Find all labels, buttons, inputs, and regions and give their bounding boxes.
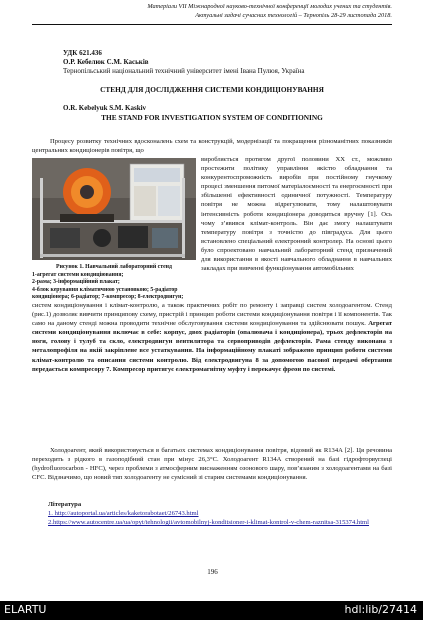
title-ua: СТЕНД ДЛЯ ДОСЛІДЖЕННЯ СИСТЕМИ КОНДИЦІОНУВАННЯ (100, 85, 324, 94)
handle-label: hdl:lib/27414 (344, 603, 417, 616)
caption-title: Рисунок 1. Навчальний лабораторний стенд (56, 264, 172, 270)
affiliation: Тернопільський національний технічний університет імені Івана Пулюя, Україна (63, 67, 305, 75)
reference-item-1[interactable] (48, 509, 392, 518)
references (48, 500, 392, 527)
udk-code: УДК 621.436 (63, 49, 102, 57)
caption-item: 1-агрегат системи кондиціювання; (32, 271, 124, 278)
archive-footer-bar (0, 601, 423, 620)
title-en: THE STAND FOR INVESTIGATION SYSTEM OF CONDITIONING (101, 113, 323, 122)
authors-ua: О.Р. Кебелюк С.М. Каськів (63, 58, 149, 66)
right-column-text: виробляється протягом другої половини XX ст., можливо простежити політику управління якістю обладнання та конкурентоспроможність виробів при постійному гнучкому процесі зменшення питомої матеріалоємності та енергоємності при збільшенні ефективності одиничної потужності. Температуру повітря не можна відрегулювати, тому налаштовувати інтенсивність роботи кондиціонера доводиться вручну [1]. Ось чому з’явився клімат-контроль. Він дає змогу налаштувати температуру повітря з точністю до півградуса. Для цього встановлено спеціальний електронний контролер. На основі цього було спроектовано навчальний лабораторний стенд призначений для використання в якості навчального обладнання в навчальних закладах при вивченні функціонування автомобільних (201, 156, 392, 273)
references-heading: Література (48, 501, 82, 508)
paper-page (30, 0, 395, 601)
reference-link[interactable]: 1. http://autoportal.ua/articles/kaketorabotaet/26743.html (48, 510, 199, 518)
stand-photo-image (32, 158, 196, 260)
bold-description: Агрегат системи кондиціонування включає в себе: корпус, двох радіаторів (опалювача і кондиціонера), трьох дефлекторів на ноги, голову і тулуб та скло, електродвигун вентилятора та сервоприводів дефлекторів. Рама стенду виконана з металопрофіля на якій закріплене все устаткування. На інформаційному плакаті зображено принцип роботи системи клімат-контролю та описання системи контролю. Від електродвигуна 8 за допомогою пасової передачі обертання передається компресору 7. Компресор притягує електромагнітну муфту і перекачує фреон по системі. (32, 320, 392, 373)
repository-label: ELARTU (4, 603, 47, 616)
conference-header (32, 2, 392, 20)
figure-caption (32, 264, 196, 302)
reference-link[interactable]: 2.https://www.autocentre.ua/ua/opyt/tehnologii/avtomobilnyj-konditsioner-i-klimat-kontrol-v-chem-raznitsa-315374.html (48, 519, 370, 527)
authors-en: O.R. Kebelyuk S.M. Kaskiv (63, 104, 147, 112)
intro-paragraph: Процесу розвитку технічних вдосконалень схем та конструкцій, модернізації та покращення різноманітних показників центральних кондиціонерів повітря, що (32, 138, 392, 155)
caption-item: 2-рама; 3-інформаційний плакат; (32, 279, 120, 286)
caption-item: 4-блок керування кліматичною установкою; 5-радіатор кондиціонера; 6-радіатор; 7-компресор; 8-електродвигун; (32, 286, 184, 301)
body-continued (32, 301, 392, 374)
page-number: 196 (207, 568, 218, 576)
header-line-1: Матеріали VII Міжнародної науково-технічної конференції молодих учених та студентів. (147, 3, 392, 10)
refrigerant-paragraph: Холодоагент, який використовується в багатьох системах кондиціонування повітря, відомий як R134A [2]. Ця речовина переходить з рідкого в газоподібний стан при мінус 26,3°C. Холодоагент R134A створений на базі гідрофторвуглеці (hydrofluorocarbon - HFC), через проблеми з атмосферним виснаженням озонового шару, пов’язаним з холодоагентами на базі CFC. Відзначимо, що новий тип холодоагенту не сумісний зі старим системами кондиціонування. (32, 447, 392, 482)
header-divider (32, 24, 392, 25)
header-line-2: Актуальні задачі сучасних технологій – Тернопіль 28-29 листопада 2018. (195, 12, 392, 19)
continued-text: систем кондиціонування і клімат-контролю, а також практичних робіт по ремонту і заправці систем холодоагентом. Стенд (рис.1) дозволяє вивчити принципову схему, пристрій і принцип роботи системи кондиціонування повітря і її компонентів. Так само на даному стенді можна проводити технічне обслуговування системи кондиціонування та здійснювати пошук. (32, 302, 392, 328)
stand-photo (32, 158, 196, 260)
reference-item-2[interactable] (48, 518, 392, 527)
